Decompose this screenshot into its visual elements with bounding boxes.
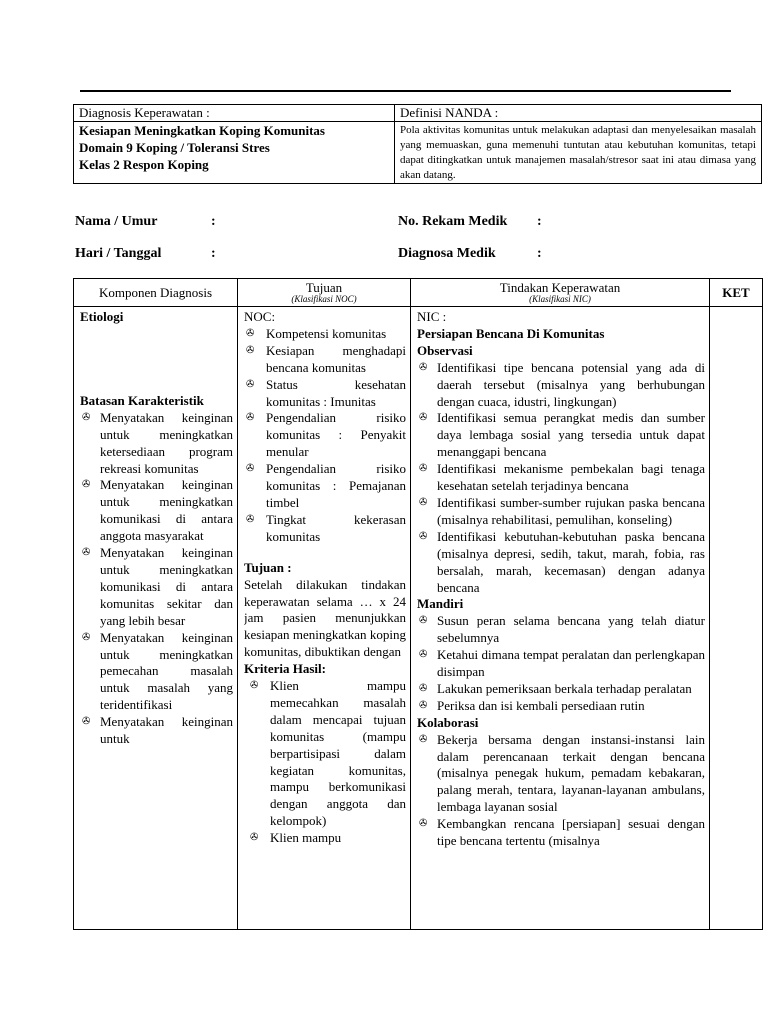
list-item-text: Menyatakan keinginan untuk meningkatkan ketersediaan program rekreasi komunitas [100, 409, 233, 476]
col-header-tujuan [238, 279, 411, 307]
bullet-icon: ✇ [82, 631, 91, 643]
bullet-icon: ✇ [246, 327, 255, 339]
diagnosis-line: Kelas 2 Respon Koping [79, 157, 209, 172]
hari-tanggal-colon: : [211, 246, 216, 261]
list-item-text: Lakukan pemeriksaan berkala terhadap peralatan [437, 680, 692, 696]
list-item-text: Pengendalian risiko komunitas : Pemajanan timbel [266, 461, 406, 510]
list-item-text: Menyatakan keinginan untuk meningkatkan pemecahan masalah untuk masalah yang teridentifikasi [100, 629, 233, 713]
tujuan-label: Tujuan : [244, 559, 292, 575]
list-item [417, 495, 705, 529]
kolaborasi-label: Kolaborasi [417, 714, 479, 730]
list-item [80, 714, 233, 748]
bullet-icon: ✇ [246, 513, 255, 525]
observasi-list [417, 360, 705, 597]
list-item-text: Tingkat kekerasan komunitas [266, 511, 406, 544]
list-item-text: Identifikasi sumber-sumber rujukan paska bencana (misalnya rehabilitasi, pemulihan, konseling) [437, 494, 705, 527]
bullet-icon: ✇ [419, 733, 428, 745]
ket-cell [710, 307, 763, 930]
observasi-label: Observasi [417, 342, 473, 358]
bullet-icon: ✇ [246, 378, 255, 390]
nic-title: Persiapan Bencana Di Komunitas [417, 325, 605, 341]
list-item [244, 326, 406, 343]
hari-tanggal-label: Hari / Tanggal [75, 246, 162, 261]
nama-umur-label: Nama / Umur [75, 214, 158, 229]
list-item [244, 461, 406, 512]
kolaborasi-list [417, 732, 705, 850]
top-rule [80, 90, 731, 92]
list-item-text: Ketahui dimana tempat peralatan dan perlengkapan disimpan [437, 647, 705, 680]
col-header-komponen-title: Komponen Diagnosis [98, 285, 213, 300]
list-item-text: Klien mampu memecahkan masalah dalam mencapai tujuan komunitas (mampu berpartisipasi dalam kegiatan komunitas, mampu berkomunikasi dengan anggota dan kelompok) [270, 678, 406, 829]
diagnosis-header-table [73, 104, 762, 184]
diagnosis-heading: Diagnosis Keperawatan : [74, 105, 395, 122]
list-item [417, 360, 705, 411]
list-item-text: Kembangkan rencana [persiapan] sesuai dengan tipe bencana tertentu (misalnya [437, 816, 705, 849]
col-header-tujuan-title: Tujuan [305, 279, 343, 295]
noc-list [244, 326, 406, 546]
list-item-text: Susun peran selama bencana yang telah diatur sebelumnya [437, 613, 705, 646]
bullet-icon: ✇ [82, 716, 91, 728]
rekam-medik-label: No. Rekam Medik [398, 214, 508, 229]
list-item [80, 410, 233, 478]
col-header-tindakan-sub: (Klasifikasi NIC) [529, 293, 591, 304]
bullet-icon: ✇ [246, 463, 255, 475]
diagnosa-medik-colon: : [537, 246, 542, 261]
list-item-text: Menyatakan keinginan untuk meningkatkan komunikasi di antara anggota masyarakat [100, 477, 233, 544]
bullet-icon: ✇ [419, 649, 428, 661]
diagnosis-lines [74, 122, 395, 184]
col-header-ket [710, 279, 763, 307]
bullet-icon: ✇ [419, 615, 428, 627]
bullet-icon: ✇ [419, 818, 428, 830]
bullet-icon: ✇ [419, 530, 428, 542]
rekam-medik-colon: : [537, 214, 542, 229]
list-item-text: Bekerja bersama dengan instansi-instansi lain dalam perencanaan terkait dengan bencana (misalnya penegak hukum, pemadam kebakaran, palang merah, tentara, layanan-layanan ambulans, lembaga layanan sosial [437, 731, 705, 815]
nanda-heading: Definisi NANDA : [395, 105, 762, 122]
col-header-ket-title: KET [722, 285, 750, 300]
list-item [244, 512, 406, 546]
bullet-icon: ✇ [419, 496, 428, 508]
nama-umur-colon: : [211, 214, 216, 229]
bullet-icon: ✇ [82, 479, 91, 491]
list-item-text: Kesiapan menghadapi bencana komunitas [266, 342, 406, 375]
list-item [417, 529, 705, 597]
list-item [244, 343, 406, 377]
list-item-text: Identifikasi tipe bencana potensial yang ada di daerah tersebut (misalnya yang berhubungan dengan cuaca, idustri, lingkungan) [437, 359, 705, 409]
care-plan-table [73, 278, 763, 930]
list-item [244, 377, 406, 411]
list-item [417, 647, 705, 681]
list-item [80, 477, 233, 545]
bullet-icon: ✇ [246, 344, 255, 356]
mandiri-label: Mandiri [417, 596, 464, 612]
diagnosis-line: Domain 9 Koping / Toleransi Stres [79, 140, 270, 155]
bullet-icon: ✇ [419, 463, 428, 475]
batasan-label: Batasan Karakteristik [80, 392, 204, 408]
bullet-icon: ✇ [419, 412, 428, 424]
list-item-text: Klien mampu [270, 830, 342, 846]
list-item-text: Kompetensi komunitas [266, 325, 387, 341]
list-item [80, 545, 233, 630]
col-header-tujuan-sub: (Klasifikasi NOC) [291, 293, 357, 304]
list-item [417, 698, 705, 715]
bullet-icon: ✇ [246, 412, 255, 424]
tindakan-cell [411, 307, 710, 930]
kriteria-list [244, 678, 406, 847]
list-item-text: Periksa dan isi kembali persediaan rutin [437, 697, 645, 713]
bullet-icon: ✇ [250, 680, 259, 692]
list-item-text: Pengendalian risiko komunitas : Penyakit menular [266, 410, 406, 460]
nic-label: NIC : [417, 309, 447, 324]
nanda-definition: Pola aktivitas komunitas untuk melakukan adaptasi dan menyelesaikan masalah yang memuaskan, guna memenuhi tuntutan atau kebutuhan komunitas, tetapi dapat ditingkatkan untuk manajemen masalah/stresor saat ini atau dimasa yang akan datang. [395, 122, 762, 184]
list-item [417, 613, 705, 647]
tujuan-text: Setelah dilakukan tindakan keperawatan selama … x 24 jam pasien menunjukkan kesiapan meningkatkan koping komunitas, dibuktikan dengan [244, 576, 406, 660]
tujuan-cell [238, 307, 411, 930]
list-item [244, 410, 406, 461]
list-item-text: Identifikasi kebutuhan-kebutuhan paska bencana (misalnya depresi, sedih, takut, marah, fobia, ras bersalah, marah, kecemasan) dengan adanya bencana [437, 528, 705, 595]
bullet-icon: ✇ [82, 547, 91, 559]
list-item [417, 732, 705, 817]
col-header-komponen [74, 279, 238, 307]
list-item-text: Identifikasi semua perangkat medis dan sumber daya lembaga sosial yang tersedia untuk dapat menanggapi bencana [437, 410, 705, 460]
list-item [417, 681, 705, 698]
col-header-tindakan [411, 279, 710, 307]
noc-label: NOC: [244, 309, 276, 324]
list-item [80, 630, 233, 715]
kriteria-label: Kriteria Hasil: [244, 661, 326, 677]
bullet-icon: ✇ [419, 361, 428, 373]
bullet-icon: ✇ [419, 699, 428, 711]
list-item-text: Menyatakan keinginan untuk [100, 714, 233, 747]
list-item [417, 816, 705, 850]
bullet-icon: ✇ [419, 682, 428, 694]
etiologi-label: Etiologi [80, 309, 124, 324]
mandiri-list [417, 613, 705, 714]
bullet-icon: ✇ [250, 832, 259, 844]
list-item-text: Menyatakan keinginan untuk meningkatkan komunikasi di antara komunitas sekitar dan yang lebih besar [100, 545, 233, 628]
col-header-tindakan-title: Tindakan Keperawatan [499, 279, 621, 295]
list-item [417, 410, 705, 461]
list-item [417, 461, 705, 495]
batasan-list [80, 410, 233, 748]
diagnosa-medik-label: Diagnosa Medik [398, 246, 496, 261]
diagnosis-line: Kesiapan Meningkatkan Koping Komunitas [79, 123, 325, 138]
list-item-text: Identifikasi mekanisme pembekalan bagi tenaga kesehatan setelah terjadinya bencana [437, 461, 705, 494]
list-item-text: Status kesehatan komunitas : Imunitas [266, 376, 406, 409]
bullet-icon: ✇ [82, 411, 91, 423]
list-item [244, 678, 406, 830]
list-item [244, 830, 406, 847]
komponen-cell [74, 307, 238, 930]
